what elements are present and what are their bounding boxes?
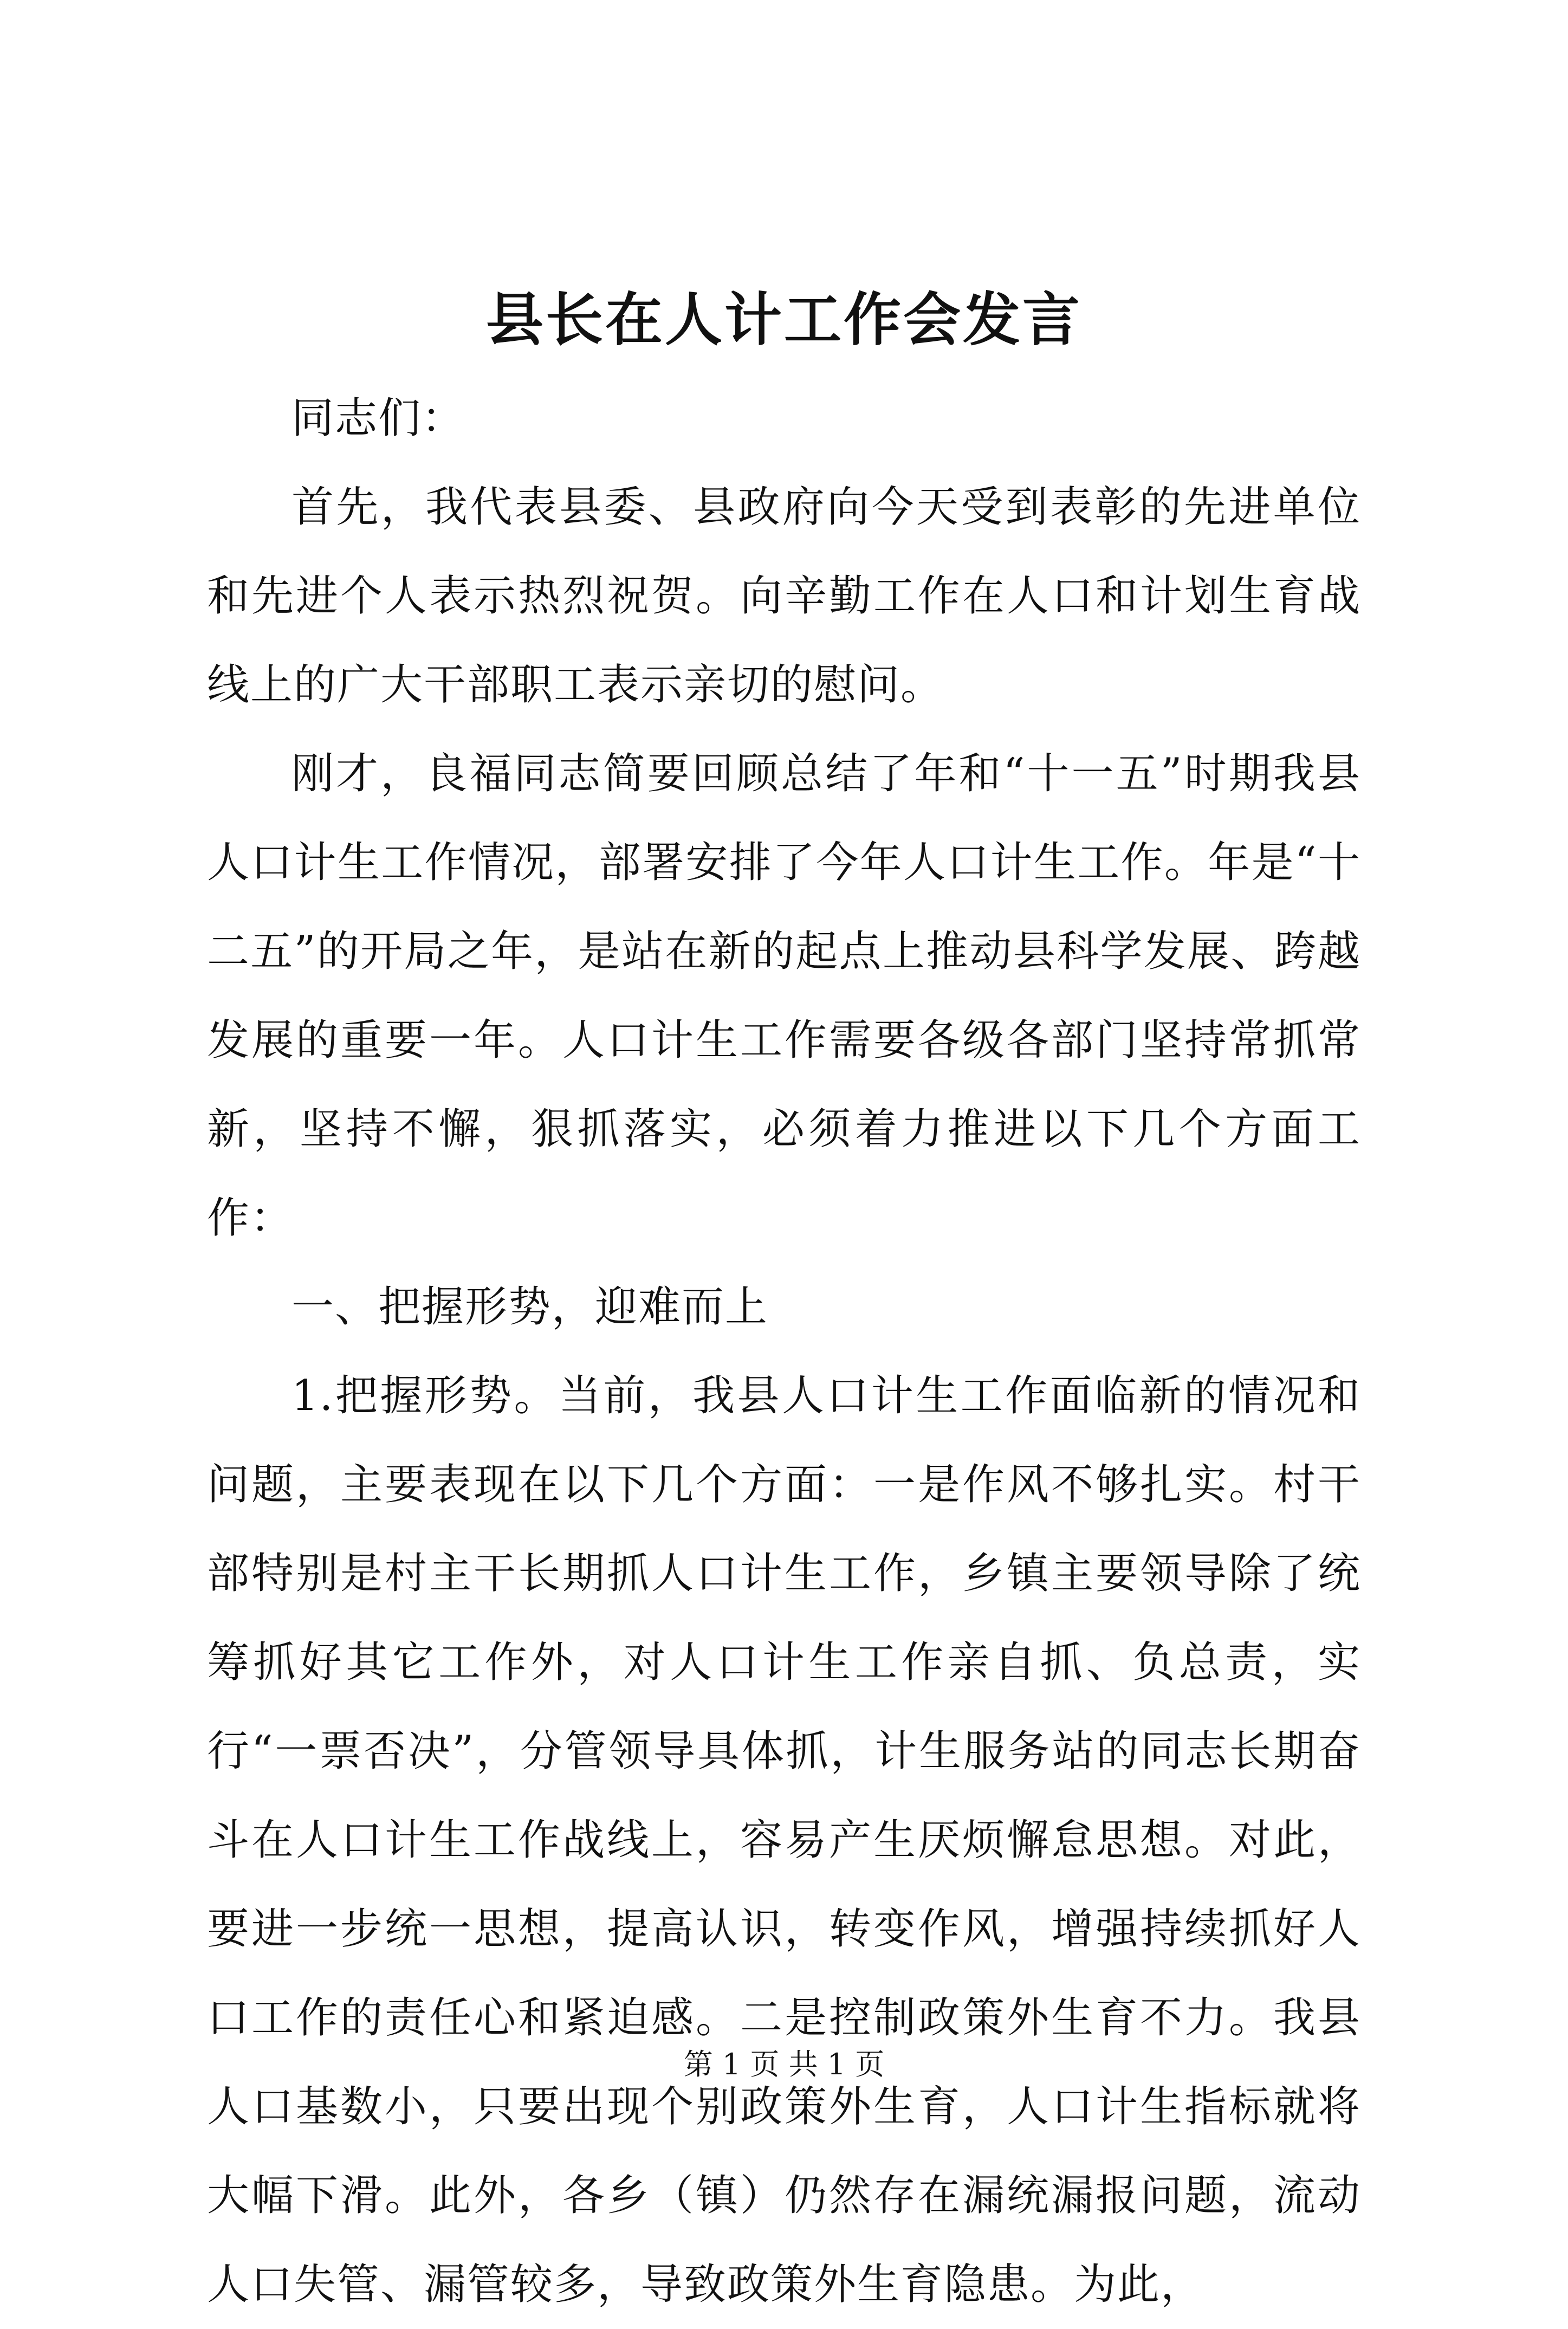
page-number-footer: 第 1 页 共 1 页 bbox=[683, 2047, 885, 2081]
paragraph-review: 刚才，良福同志简要回顾总结了年和“十一五”时期我县人口计生工作情况，部署安排了今年人口计生工作。年是“十二五”的开局之年，是站在新的起点上推动县科学发展、跨越发展的重要一年。人口计生工作需要各级各部门坚持常抓常新，坚持不懈，狠抓落实，必须着力推进以下几个方面工作： bbox=[207, 749, 1361, 1243]
paragraph-situation: 1.把握形势。当前，我县人口计生工作面临新的情况和问题，主要表现在以下几个方面：一是作风不够扎实。村干部特别是村主干长期抓人口计生工作，乡镇主要领导除了统筹抓好其它工作外，对人口计生工作亲自抓、负总责，实行“一票否决”，分管领导具体抓，计生服务站的同志长期奋斗在人口计生工作战线上，容易产生厌烦懈怠思想。对此，要进一步统一思想，提高认识，转变作风，增强持续抓好人口工作的责任心和紧迫感。二是控制政策外生育不力。我县人口基数小，只要出现个别政策外生育，人口计生指标就将大幅下滑。此外，各乡（镇）仍然存在漏统漏报问题，流动人口失管、漏管较多，导致政策外生育隐患。为此， bbox=[207, 1371, 1361, 2309]
paragraph-congratulations: 首先，我代表县委、县政府向今天受到表彰的先进单位和先进个人表示热烈祝贺。向辛勤工作在人口和计划生育战线上的广大干部职工表示亲切的慰问。 bbox=[207, 483, 1361, 709]
paragraph-salutation: 同志们： bbox=[291, 394, 465, 443]
document-body bbox=[207, 374, 1361, 2329]
section-heading: 一、把握形势，迎难而上 bbox=[291, 1283, 769, 1331]
document-title: 县长在人计工作会发言 bbox=[486, 286, 1082, 353]
